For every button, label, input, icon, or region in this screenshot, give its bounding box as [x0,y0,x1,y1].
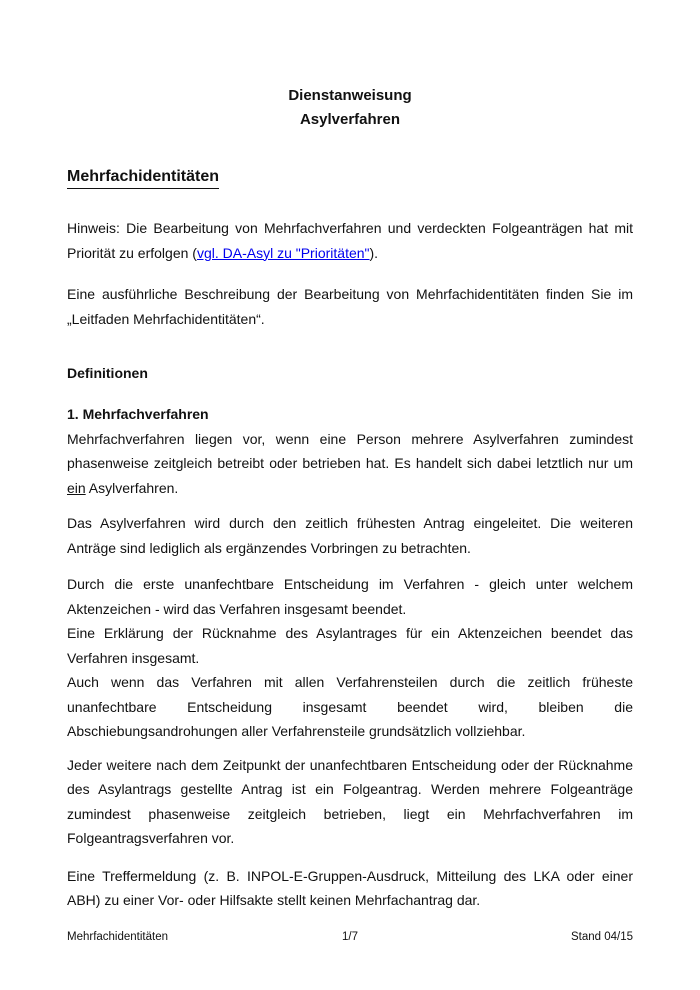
section1-heading: 1. Mehrfachverfahren [67,406,209,422]
section1-paragraph3c: Auch wenn das Verfahren mit allen Verfahrensteilen durch die zeitlich früheste unanfechtbare Entscheidung insgesamt beendet wird, bleiben die Abschiebungsandrohungen aller Verfahrensteile grundsätzlich vollziehbar. [67,674,633,739]
section1-paragraph3a: Durch die erste unanfechtbare Entscheidung im Verfahren - gleich unter welchem Aktenzeichen - wird das Verfahren insgesamt beendet. [67,576,633,617]
notice-text-post: ). [369,244,379,261]
section1-paragraph5: Eine Treffermeldung (z. B. INPOL-E-Gruppen-Ausdruck, Mitteilung des LKA oder einer ABH) zu einer Vor- oder Hilfsakte stellt keinen Mehrfachantrag dar. [67,867,633,908]
main-heading-text: Mehrfachidentitäten [67,168,219,189]
section1-paragraph1-pre: Mehrfachverfahren liegen vor, wenn eine Person mehrere Asylverfahren zumindest phasenweise zeitgleich betreibt oder betrieben hat. Es handelt sich dabei letztlich nur um [67,430,633,471]
notice-text-pre: Hinweis: Die Bearbeitung von Mehrfachverfahren und verdeckten Folgeanträgen hat mit Priorität zu erfolgen ( [67,220,633,261]
footer-page-number: 1/7 [342,931,358,943]
intro-paragraph: Eine ausführliche Beschreibung der Bearbeitung von Mehrfachidentitäten finden Sie im „Leitfaden Mehrfachidentitäten“. [67,286,633,327]
notice-paragraph [67,216,633,265]
emphasized-word: ein [67,479,86,496]
main-heading [67,168,633,189]
page-footer [67,930,633,945]
definitions-heading: Definitionen [67,365,148,381]
section1-paragraph2: Das Asylverfahren wird durch den zeitlich frühesten Antrag eingeleitet. Die weiteren Anträge sind lediglich als ergänzendes Vorbringen zu betrachten. [67,515,633,556]
footer-version: Stand 04/15 [570,931,634,943]
section1-paragraph1 [67,427,633,501]
section1-paragraph4: Jeder weitere nach dem Zeitpunkt der unanfechtbaren Entscheidung oder der Rücknahme des Asylantrags gestellte Antrag ist ein Folgeantrag. Werden mehrere Folgeanträge zumindest phasenweise zeitgleich betrieben, liegt ein Mehrfachverfahren im Folgeantragsverfahren vor. [67,756,633,846]
priorities-link[interactable]: vgl. DA-Asyl zu "Prioritäten" [196,244,370,261]
document-title-line2: Asylverfahren [299,111,401,128]
footer-document-name: Mehrfachidentitäten [67,931,169,943]
section1-paragraph3b: Eine Erklärung der Rücknahme des Asylantrages für ein Aktenzeichen beendet das Verfahren insgesamt. [67,625,633,666]
document-title-line1: Dienstanweisung [288,87,412,104]
section1-paragraph1-post: Asylverfahren. [85,479,179,496]
document-title [67,0,633,132]
